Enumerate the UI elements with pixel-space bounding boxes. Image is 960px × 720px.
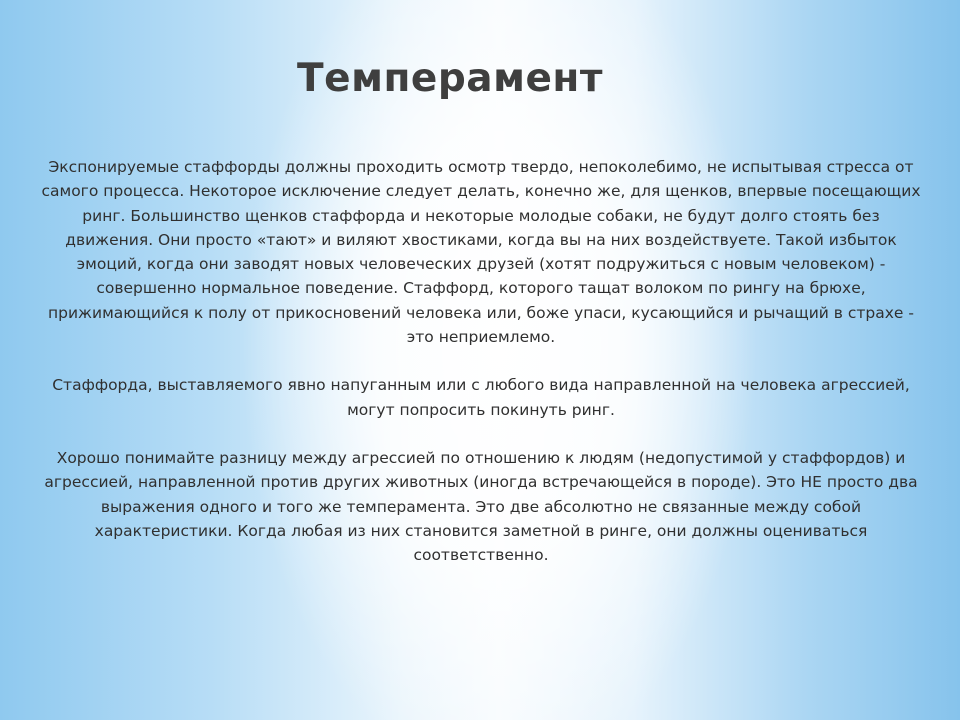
paragraph-exhibit-behavior: Экспонируемые стаффорды должны проходить осмотр твердо, непоколебимо, не испытывая стресса от самого процесса. Некоторое исключение следует делать, конечно же, для щенков, впервые посещающих ринг. Большинство щенков стаффорда и некоторые молодые собаки, не будут долго стоять без движения. Они просто «тают» и виляют хвостиками, когда вы на них воздействуете. Такой избыток эмоций, когда они заводят новых человеческих друзей (хотят подружиться с новым человеком) - совершенно нормальное поведение. Стаффорд, которого тащат волоком по рингу на брюхе, прижимающийся к полу от прикосновений человека или, боже упаси, кусающийся и рычащий в страхе - это неприемлемо. <box>41 158 921 347</box>
paragraph-aggression-difference: Хорошо понимайте разницу между агрессией по отношению к людям (недопустимой у стаффордов) и агрессией, направленной против других животных (иногда встречающейся в породе). Это НЕ просто два выражения одного и того же темперамента. Это две абсолютно не связанные между собой характеристики. Когда любая из них становится заметной в ринге, они должны оцениваться соответственно. <box>44 448 918 565</box>
paragraph-frightened-dog: Стаффорда, выставляемого явно напуганным или с любого вида направленной на человека агрессией, могут попросить покинуть ринг. <box>52 376 910 419</box>
slide-title: Темперамент <box>297 56 603 101</box>
slide-body <box>36 155 926 567</box>
